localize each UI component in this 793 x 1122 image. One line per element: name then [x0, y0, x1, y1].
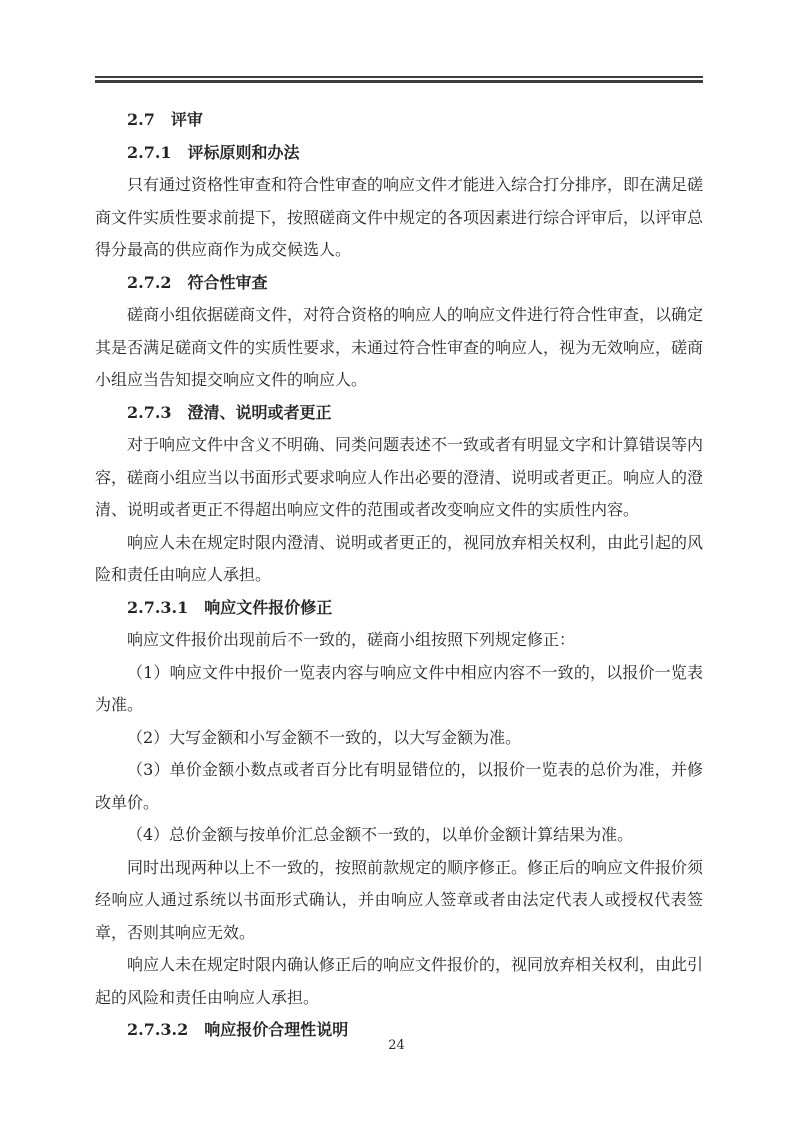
- heading-2-7-3-2: 2.7.3.2 响应报价合理性说明: [127, 1020, 349, 1039]
- paragraph-eval-principle: 只有通过资格性审查和符合性审查的响应文件才能进入综合打分排序，即在满足磋商文件实质性要求前提下，按照磋商文件中规定的各项因素进行综合评审后，以评审总得分最高的供应商作为成交候选人。: [95, 175, 704, 259]
- page-number: 24: [388, 1038, 405, 1053]
- paragraph-rule-1: （1）响应文件中报价一览表内容与响应文件中相应内容不一致的，以报价一览表为准。: [95, 662, 703, 714]
- document-body: [95, 104, 703, 1047]
- paragraph-correction-order: 同时出现两种以上不一致的，按照前款规定的顺序修正。修正后的响应文件报价须经响应人通过系统以书面形式确认，并由响应人签章或者由法定代表人或授权代表签章，否则其响应无效。: [95, 857, 704, 942]
- paragraph-clarification-deadline: 响应人未在规定时限内澄清、说明或者更正的，视同放弃相关权利，由此引起的风险和责任由响应人承担。: [95, 532, 704, 584]
- paragraph-rule-2: （2）大写金额和小写金额不一致的，以大写金额为准。: [127, 727, 522, 747]
- heading-2-7-3: 2.7.3 澄清、说明或者更正: [127, 402, 332, 422]
- heading-2-7-1: 2.7.1 评标原则和办法: [127, 142, 300, 162]
- heading-2-7-3-1: 2.7.3.1 响应文件报价修正: [127, 597, 333, 617]
- paragraph-conformity-review: 磋商小组依据磋商文件，对符合资格的响应人的响应文件进行符合性审查，以确定其是否满足磋商文件的实质性要求，未通过符合性审查的响应人，视为无效响应，磋商小组应当告知提交响应文件的响应人。: [95, 305, 704, 389]
- paragraph-rule-3: （3）单价金额小数点或者百分比有明显错位的，以报价一览表的总价为准，并修改单价。: [95, 760, 703, 812]
- heading-2-7-2: 2.7.2 符合性审查: [127, 272, 268, 292]
- header-rule: [95, 76, 703, 83]
- paragraph-rule-4: （4）总价金额与按单价汇总金额不一致的，以单价金额计算结果为准。: [127, 825, 634, 844]
- heading-2-7: 2.7 评审: [127, 110, 203, 129]
- paragraph-confirmation-deadline: 响应人未在规定时限内确认修正后的响应文件报价的，视同放弃相关权利，由此引起的风险和责任由响应人承担。: [95, 955, 704, 1007]
- paragraph-price-correction-intro: 响应文件报价出现前后不一致的，磋商小组按照下列规定修正：: [127, 630, 576, 649]
- paragraph-clarification: 对于响应文件中含义不明确、同类问题表述不一致或者有明显文字和计算错误等内容，磋商小组应当以书面形式要求响应人作出必要的澄清、说明或者更正。响应人的澄清、说明或者更正不得超出响应文件的范围或者改变响应文件的实质性内容。: [95, 435, 704, 519]
